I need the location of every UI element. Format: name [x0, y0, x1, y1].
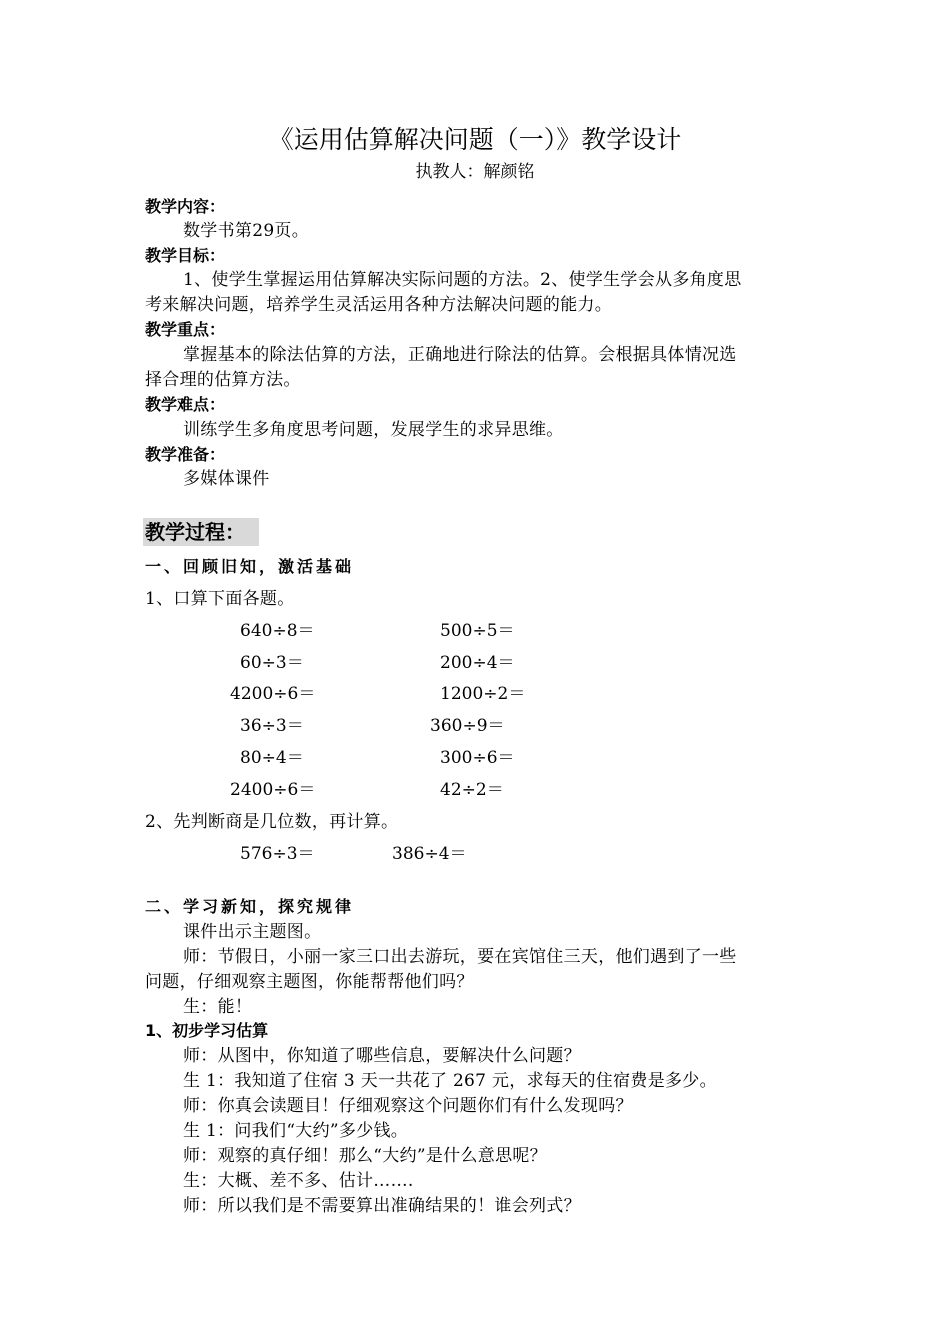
- dialog-line: 师：从图中，你知道了哪些信息，要解决什么问题？: [183, 1046, 581, 1066]
- goal-label: 教学目标：: [145, 246, 226, 265]
- dialog-line: 师：观察的真仔细！那么“大约”是什么意思呢？: [183, 1146, 547, 1166]
- difficulty-label: 教学难点：: [145, 395, 226, 414]
- p2-line-2: 师：节假日，小丽一家三口出去游玩，要在宾馆住三天，他们遇到了一些: [183, 947, 737, 967]
- key-line-2: 择合理的估算方法。: [145, 370, 301, 390]
- q2-calc-a: 576÷3＝: [240, 844, 315, 864]
- calc-right-6: 42÷2＝: [440, 780, 504, 800]
- process-heading: 教学过程：: [143, 518, 259, 546]
- calc-left-2: 60÷3＝: [240, 653, 304, 673]
- key-line-1: 掌握基本的除法估算的方法，正确地进行除法的估算。会根据具体情况选: [183, 345, 737, 365]
- calc-right-4: 360÷9＝: [430, 716, 505, 736]
- document-author: 执教人：解颜铭: [415, 162, 535, 182]
- part1-title: 一、回顾旧知，激活基础: [145, 557, 355, 576]
- document-title: 《运用估算解决问题（一）》教学设计: [268, 125, 682, 154]
- sub1-title: 1、初步学习估算: [145, 1021, 269, 1040]
- q2-calc-b: 386÷4＝: [392, 844, 467, 864]
- dialog-line: 生：大概、差不多、估计…….: [183, 1171, 414, 1191]
- goal-line-1: 1、使学生掌握运用估算解决实际问题的方法。2、使学生学会从多角度思: [183, 270, 742, 290]
- difficulty-text: 训练学生多角度思考问题，发展学生的求异思维。: [183, 420, 564, 440]
- content-text: 数学书第29页。: [183, 221, 310, 241]
- dialog-line: 生 1：我知道了住宿 3 天一共花了 267 元，求每天的住宿费是多少。: [183, 1071, 717, 1091]
- content-label: 教学内容：: [145, 197, 226, 216]
- dialog-line: 生 1：问我们“大约”多少钱。: [183, 1121, 409, 1141]
- calc-right-5: 300÷6＝: [440, 748, 515, 768]
- calc-left-5: 80÷4＝: [240, 748, 304, 768]
- p2-line-3: 问题，仔细观察主题图，你能帮帮他们吗？: [145, 972, 474, 992]
- p2-line-1: 课件出示主题图。: [183, 922, 322, 942]
- prep-text: 多媒体课件: [183, 469, 270, 489]
- dialog-line: 师：你真会读题目！仔细观察这个问题你们有什么发现吗？: [183, 1096, 633, 1116]
- part2-title: 二、学习新知，探究规律: [145, 897, 355, 916]
- calc-left-6: 2400÷6＝: [230, 780, 316, 800]
- goal-line-2: 考来解决问题，培养学生灵活运用各种方法解决问题的能力。: [145, 295, 613, 315]
- calc-left-3: 4200÷6＝: [230, 684, 316, 704]
- p2-line-4: 生：能！: [183, 997, 253, 1017]
- calc-right-1: 500÷5＝: [440, 621, 515, 641]
- calc-right-2: 200÷4＝: [440, 653, 515, 673]
- dialog-line: 师：所以我们是不需要算出准确结果的！谁会列式？: [183, 1196, 581, 1216]
- prep-label: 教学准备：: [145, 445, 226, 464]
- calc-left-4: 36÷3＝: [240, 716, 304, 736]
- q1-text: 1、口算下面各题。: [145, 589, 295, 609]
- q2-text: 2、先判断商是几位数，再计算。: [145, 812, 399, 832]
- calc-right-3: 1200÷2＝: [440, 684, 526, 704]
- key-label: 教学重点：: [145, 320, 226, 339]
- calc-left-1: 640÷8＝: [240, 621, 315, 641]
